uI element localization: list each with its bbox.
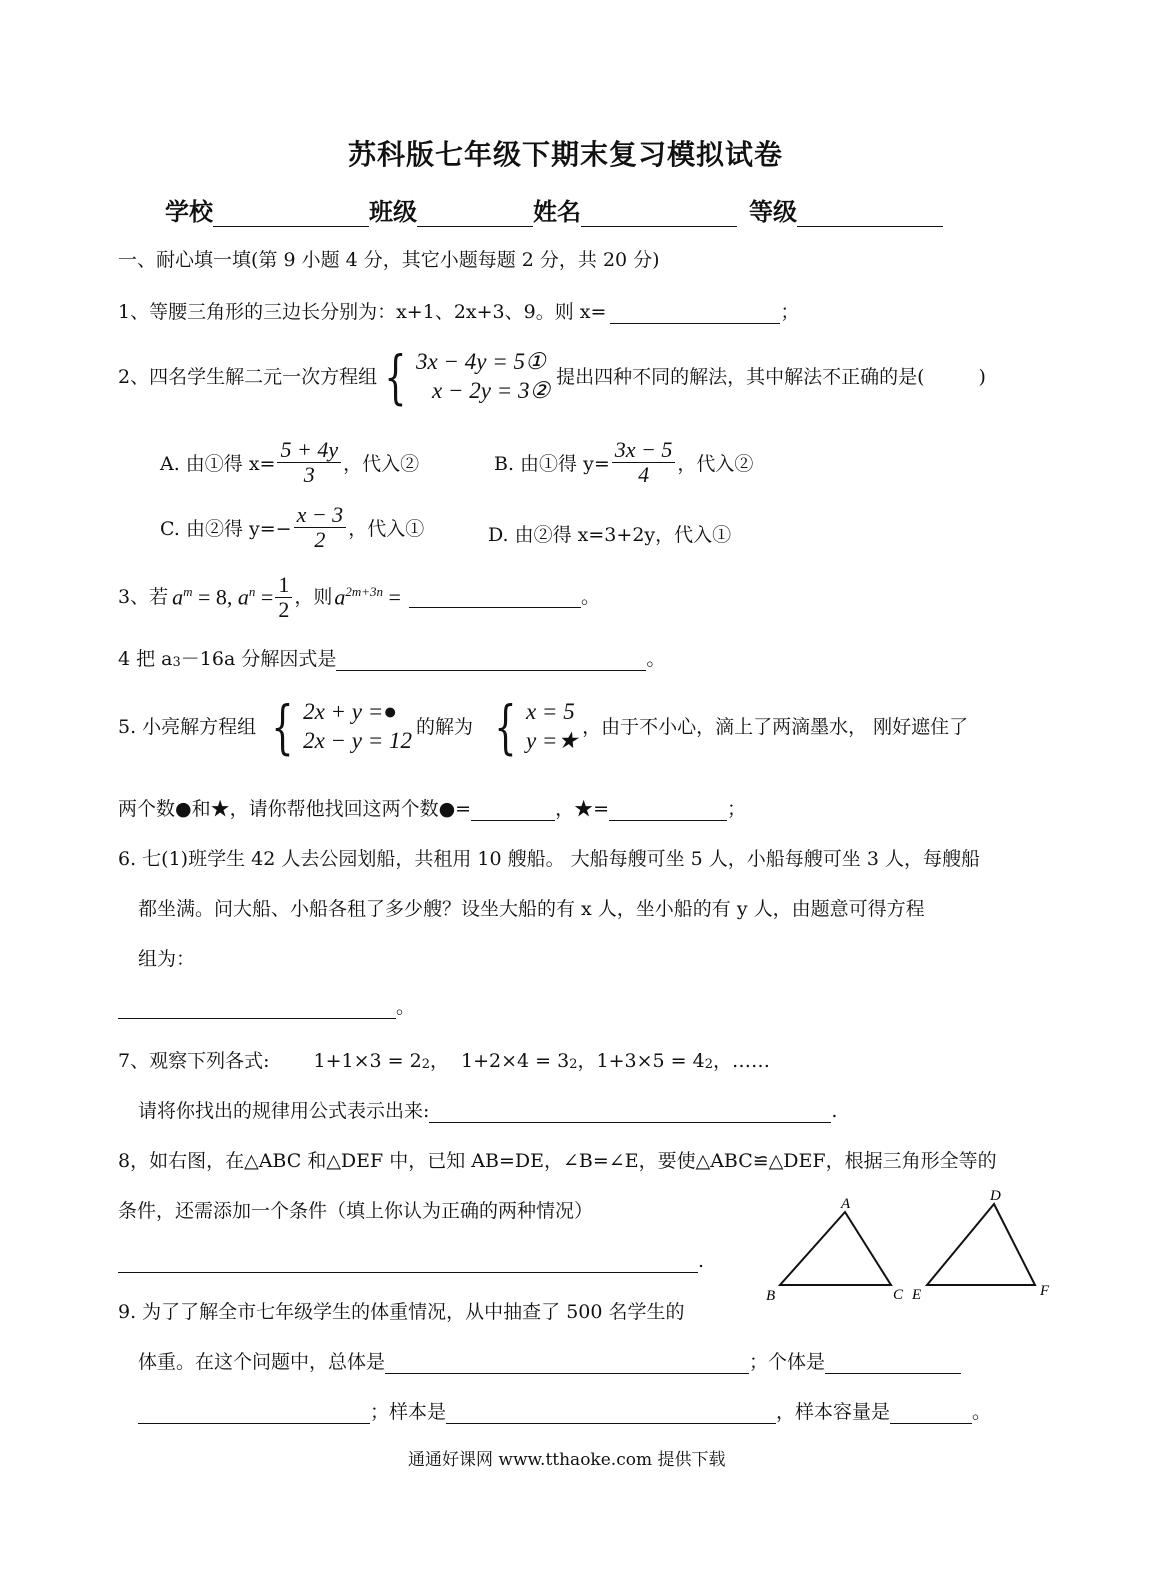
q2-option-a-tail: ，代入② xyxy=(343,453,420,476)
q7-sup-2: 2 xyxy=(569,1057,578,1073)
q3-eq-2: = xyxy=(255,584,274,610)
q9-line3c: 。 xyxy=(972,1401,992,1423)
q3-exp-1: m xyxy=(183,584,193,600)
q2-suffix: 提出四种不同的解法，其中解法不正确的是( xyxy=(556,365,925,388)
question-2 xyxy=(118,343,986,411)
grade-blank[interactable] xyxy=(797,200,943,227)
q7-line2-text: 请将你找出的规律用公式表示出来: xyxy=(138,1100,430,1122)
q9-line-3 xyxy=(138,1401,991,1424)
q8-line-1: 8，如右图，在△ABC 和△DEF 中，已知 AB=DE，∠B=∠E，要使△ABC≌△DEF，根据三角形全等的 xyxy=(118,1150,997,1172)
triangle-abc xyxy=(780,1212,891,1285)
q3-end: 。 xyxy=(580,586,600,609)
q3-base-1: a xyxy=(172,584,184,610)
q9-sample-blank[interactable] xyxy=(446,1402,776,1424)
vertex-label-a: A xyxy=(841,1196,851,1212)
q4-answer-blank[interactable] xyxy=(336,649,646,671)
q3-answer-blank[interactable] xyxy=(409,586,581,608)
q3-exp-3: 2m+3n xyxy=(345,584,384,600)
q9-line-2 xyxy=(138,1351,961,1374)
school-blank[interactable] xyxy=(213,200,369,227)
question-1 xyxy=(118,301,799,324)
q7-expr-3: 1+3×5 = 4 xyxy=(596,1050,705,1072)
q7-more: ，…… xyxy=(712,1050,770,1072)
q7-sep-2: ， xyxy=(577,1050,597,1072)
q5-line2a: 两个数●和★，请你帮他找回这两个数●= xyxy=(118,798,472,820)
q2-option-a-denominator: 3 xyxy=(303,462,315,488)
q5-equation-2: 2x − y = 12 xyxy=(303,728,413,753)
q2-option-b[interactable] xyxy=(494,438,753,487)
page-footer: 通通好课网 www.tthaoke.com 提供下载 xyxy=(408,1450,726,1470)
q3-lead: 3、若 xyxy=(118,586,169,609)
q2-option-d[interactable] xyxy=(488,520,731,547)
q2-option-c-denominator: 2 xyxy=(314,527,326,553)
q2-equation-1: 3x − 4y = 5① xyxy=(416,349,546,375)
section-heading: 一、耐心填一填(第 9 小题 4 分，其它小题每题 2 分，共 20 分) xyxy=(118,249,660,271)
q7-expr-2: 1+2×4 = 3 xyxy=(461,1050,570,1072)
q2-paren-close: ) xyxy=(978,365,986,388)
q6-line-2: 都坐满。问大船、小船各租了多少艘？设坐大船的有 x 人，坐小船的有 y 人，由题意可得方程 xyxy=(138,898,925,920)
q2-option-d-text: D. 由②得 x=3+2y，代入① xyxy=(488,524,732,546)
vertex-label-f: F xyxy=(1040,1283,1050,1299)
q3-mid: ，则 xyxy=(294,586,333,609)
q4-rest: －16a 分解因式是 xyxy=(180,648,337,670)
triangles-figure xyxy=(760,1190,1060,1310)
q3-fraction-numerator: 1 xyxy=(275,573,292,598)
q8-answer-blank[interactable] xyxy=(118,1251,698,1273)
school-label: 学校 xyxy=(165,197,213,226)
q2-option-a-numerator: 5 + 4y xyxy=(277,438,341,463)
q2-equation-system: { 3x − 4y = 5① x − 2y = 3② xyxy=(384,343,551,411)
question-5 xyxy=(118,693,969,761)
class-blank[interactable] xyxy=(417,200,533,227)
question-4 xyxy=(118,648,665,671)
q9-line-1: 9. 为了了解全市七年级学生的体重情况，从中抽查了 500 名学生的 xyxy=(118,1301,685,1323)
q3-fraction-denominator: 2 xyxy=(278,597,290,623)
name-blank[interactable] xyxy=(581,200,737,227)
q9-line2b: ；个体是 xyxy=(749,1351,826,1373)
q6-answer-blank[interactable] xyxy=(118,997,396,1019)
q7-line-2 xyxy=(138,1100,837,1123)
q5-dot-blank[interactable] xyxy=(471,799,555,821)
q5-equation-system: { 2x + y =● 2x − y = 12 xyxy=(271,693,413,761)
q2-option-c[interactable] xyxy=(160,503,424,552)
q2-option-b-lead: B. 由①得 y= xyxy=(494,453,610,476)
q5-line2b: ，★= xyxy=(555,798,609,820)
q2-option-b-denominator: 4 xyxy=(638,462,650,488)
name-label: 姓名 xyxy=(533,197,581,226)
q2-equation-2: x − 2y = 3② xyxy=(432,378,551,403)
header-fields xyxy=(165,192,943,227)
q3-base-3: a xyxy=(334,584,346,610)
q5-star-blank[interactable] xyxy=(609,799,727,821)
q1-text: 1、等腰三角形的三边长分别为：x+1、2x+3、9。则 x= xyxy=(118,301,607,323)
q5-mid: 的解为 xyxy=(416,715,474,738)
q9-population-blank[interactable] xyxy=(385,1352,749,1374)
q1-end: ； xyxy=(780,301,800,323)
q9-line3b: ，样本容量是 xyxy=(776,1401,891,1423)
q6-end: 。 xyxy=(396,996,416,1018)
q5-solution-x: x = 5 xyxy=(525,699,575,725)
vertex-label-d: D xyxy=(990,1190,1001,1204)
vertex-label-c: C xyxy=(893,1287,904,1303)
grade-label: 等级 xyxy=(749,197,797,226)
q4-sup: 3 xyxy=(172,655,181,671)
q5-equation-1: 2x + y =● xyxy=(303,699,398,725)
q3-base-2: a xyxy=(237,584,249,610)
q3-eq-1: = 8, xyxy=(192,584,238,610)
page-title: 苏科版七年级下期末复习模拟试卷 xyxy=(348,138,784,171)
vertex-label-e: E xyxy=(912,1287,922,1303)
q5-lead: 5. 小亮解方程组 xyxy=(118,715,257,738)
q4-end: 。 xyxy=(646,648,666,670)
question-3 xyxy=(118,573,600,622)
vertex-label-b: B xyxy=(766,1288,776,1304)
q7-lead: 7、观察下列各式: xyxy=(118,1050,270,1072)
q3-eq-3: = xyxy=(383,584,401,610)
q9-individual-blank[interactable] xyxy=(825,1352,961,1374)
q6-line-1: 6. 七(1)班学生 42 人去公园划船，共租用 10 艘船。 大船每艘可坐 5 人，小船每艘可坐 3 人，每艘船 xyxy=(118,848,980,870)
q2-option-c-lead: C. 由②得 y=− xyxy=(160,518,292,541)
triangle-def xyxy=(927,1204,1035,1285)
q4-lead: 4 把 a xyxy=(118,648,173,670)
q2-prefix: 2、四名学生解二元一次方程组 xyxy=(118,365,378,388)
q2-option-b-numerator: 3x − 5 xyxy=(612,438,676,463)
q7-sup-3: 2 xyxy=(704,1057,713,1073)
q7-sep-1: ， xyxy=(429,1050,449,1072)
q5-line2c: ； xyxy=(727,798,747,820)
q7-expr-1: 1+1×3 = 2 xyxy=(313,1050,422,1072)
q2-option-c-tail: ，代入① xyxy=(348,518,425,541)
q3-exp-2: n xyxy=(248,584,256,600)
question-7 xyxy=(118,1050,770,1073)
question-5-line-2 xyxy=(118,798,746,821)
q7-sup-1: 2 xyxy=(421,1057,430,1073)
q8-line-2: 条件，还需添加一个条件（填上你认为正确的两种情况） xyxy=(118,1200,594,1222)
q8-answer-line xyxy=(118,1250,704,1273)
q9-sample-size-blank[interactable] xyxy=(890,1402,972,1424)
q5-solution-y: y =★ xyxy=(525,728,579,753)
q9-line2a: 体重。在这个问题中，总体是 xyxy=(138,1351,386,1373)
q5-solution-system: { x = 5 y =★ xyxy=(494,693,579,761)
q6-line-3: 组为： xyxy=(138,948,196,970)
q6-answer-line xyxy=(118,996,415,1019)
q7-answer-blank[interactable] xyxy=(429,1101,831,1123)
class-label: 班级 xyxy=(369,197,417,226)
q2-option-a[interactable] xyxy=(160,438,419,487)
q7-end: . xyxy=(831,1100,838,1122)
q9-line3a: ；样本是 xyxy=(370,1401,447,1423)
q2-option-b-tail: ，代入② xyxy=(677,453,754,476)
q9-line3-leading-blank[interactable] xyxy=(138,1402,370,1424)
q5-tail: ，由于不小心，滴上了两滴墨水， 刚好遮住了 xyxy=(582,715,969,738)
q2-option-c-numerator: x − 3 xyxy=(294,503,347,528)
q1-answer-blank[interactable] xyxy=(610,302,780,324)
q2-option-a-lead: A. 由①得 x= xyxy=(160,453,276,476)
q8-end: . xyxy=(698,1250,705,1272)
